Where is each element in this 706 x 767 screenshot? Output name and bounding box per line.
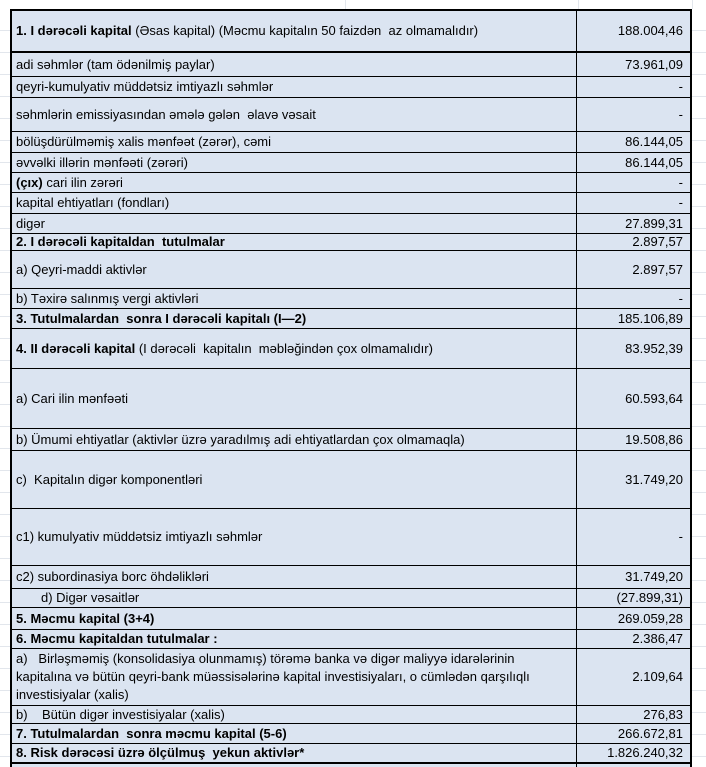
- row-label-text: [16, 215, 45, 233]
- row-value-text: 19.508,86: [625, 431, 683, 447]
- table-row[interactable]: [12, 172, 690, 192]
- sheet-gridline-vertical: [578, 0, 579, 9]
- row-label-text: [16, 610, 154, 628]
- table-row[interactable]: [12, 607, 690, 629]
- row-value-text: 86.144,05: [625, 134, 683, 149]
- row-value-cell[interactable]: [576, 214, 690, 233]
- row-label-rest: c1) kumulyativ müddətsiz imtiyazlı səhmlər: [16, 529, 263, 544]
- row-label-rest: d) Digər vəsaitlər: [41, 590, 140, 605]
- row-label-text: [16, 568, 209, 586]
- table-row[interactable]: [12, 76, 690, 97]
- row-value-cell[interactable]: [576, 193, 690, 213]
- row-value-text: 31.749,20: [625, 569, 683, 584]
- sheet-gridline-vertical: [692, 0, 693, 9]
- table-row[interactable]: [12, 192, 690, 213]
- row-value-text: 60.593,64: [625, 390, 683, 406]
- row-label-rest: b) Ümumi ehtiyatlar (aktivlər üzrə yaradılmış adi ehtiyatlardan çox olmamaqla): [16, 431, 465, 447]
- row-label-rest: səhmlərin emissiyasından əmələ gələn əlavə vəsait: [16, 106, 316, 122]
- table-row[interactable]: [12, 97, 690, 131]
- row-label-rest: cari ilin zərəri: [42, 174, 123, 190]
- row-label-bold: (çıx): [16, 174, 43, 190]
- row-label-rest: a) Birləşməmiş (konsolidasiya olunmamış) törəmə banka və digər maliyyə idarələrinin kapitalına və bütün qeyri-bank müəssisələrinə kapital investisiyaları, o cümlədən qarşılıqlı investisiyalar (xalis): [16, 651, 534, 702]
- table-row[interactable]: [12, 648, 690, 705]
- row-value-text: 86.144,05: [625, 154, 683, 170]
- row-label-cell[interactable]: [12, 173, 576, 192]
- row-value-text: 83.952,39: [625, 340, 683, 356]
- capital-adequacy-table: [10, 9, 692, 767]
- row-label-rest: b) Təxirə salınmış vergi aktivləri: [16, 290, 199, 306]
- row-label-cell[interactable]: [12, 329, 576, 368]
- row-value-cell[interactable]: [576, 724, 690, 743]
- row-label-text: [16, 194, 169, 212]
- row-label-text: [16, 174, 123, 192]
- row-value-cell[interactable]: [576, 744, 690, 762]
- table-row[interactable]: [12, 450, 690, 508]
- row-value-text: -: [678, 106, 683, 122]
- row-label-text: [16, 261, 147, 279]
- row-value-text: -: [678, 290, 683, 306]
- row-label-text: [16, 154, 188, 172]
- row-value-cell[interactable]: [576, 649, 690, 705]
- table-row[interactable]: [12, 428, 690, 450]
- table-row[interactable]: [12, 588, 690, 607]
- row-value-text: 27.899,31: [625, 215, 683, 231]
- row-label-cell[interactable]: [12, 649, 576, 705]
- row-value-text: 1.826.240,32: [607, 745, 683, 760]
- row-label-rest: kapital ehtiyatları (fondları): [16, 195, 170, 210]
- row-label-cell[interactable]: [12, 608, 576, 629]
- row-label-bold: 6. Məcmu kapitaldan tutulmalar :: [16, 631, 218, 646]
- row-label-rest: əvvəlki illərin mənfəəti (zərəri): [16, 154, 188, 170]
- row-value-text: -: [678, 529, 683, 544]
- row-label-cell[interactable]: [12, 234, 576, 250]
- row-value-text: 266.672,81: [617, 725, 683, 741]
- sheet-margin-left: [0, 9, 10, 767]
- row-value-text: 2.386,47: [632, 631, 683, 646]
- row-label-bold: 5. Məcmu kapital (3+4): [16, 610, 155, 626]
- row-value-cell[interactable]: [576, 153, 690, 172]
- row-value-cell[interactable]: [576, 608, 690, 629]
- table-row[interactable]: [12, 565, 690, 588]
- table-row[interactable]: [12, 11, 690, 51]
- row-label-rest: c) Kapitalın digər komponentləri: [16, 471, 203, 487]
- row-label-rest: c2) subordinasiya borc öhdəlikləri: [16, 569, 209, 584]
- row-label-cell[interactable]: [12, 153, 576, 172]
- row-value-text: 269.059,28: [617, 610, 683, 626]
- row-label-rest: b) Bütün digər investisiyalar (xalis): [16, 706, 225, 722]
- row-label-text: [16, 431, 465, 449]
- row-label-cell[interactable]: [12, 744, 576, 762]
- row-label-text: [16, 234, 225, 250]
- row-label-cell[interactable]: [12, 429, 576, 450]
- row-value-text: -: [678, 195, 683, 210]
- row-label-text: [16, 706, 225, 723]
- row-value-text: -: [678, 79, 683, 94]
- row-value-cell[interactable]: [576, 566, 690, 588]
- row-label-text: [16, 78, 273, 96]
- row-value-text: -: [678, 174, 683, 190]
- row-label-cell[interactable]: [12, 566, 576, 588]
- table-row[interactable]: [12, 288, 690, 308]
- row-value-text: 31.749,20: [625, 471, 683, 487]
- row-label-cell[interactable]: [12, 98, 576, 131]
- row-value-text: 2.897,57: [632, 234, 683, 249]
- table-row[interactable]: [12, 308, 690, 328]
- table-row[interactable]: [12, 152, 690, 172]
- table-row[interactable]: [12, 233, 690, 250]
- row-value-cell[interactable]: [576, 451, 690, 508]
- row-value-cell[interactable]: [576, 11, 690, 51]
- row-value-cell[interactable]: [576, 509, 690, 565]
- row-label-text: [16, 528, 262, 546]
- row-value-cell[interactable]: [576, 98, 690, 131]
- row-label-rest: adi səhmlər (tam ödənilmiş paylar): [16, 56, 215, 72]
- row-label-text: [16, 390, 128, 408]
- row-label-cell[interactable]: [12, 289, 576, 308]
- row-label-bold: 4. II dərəcəli kapital: [16, 340, 136, 356]
- row-label-text: [16, 725, 287, 743]
- row-value-cell[interactable]: [576, 251, 690, 288]
- row-label-text: [16, 290, 199, 308]
- row-label-cell[interactable]: [12, 630, 576, 648]
- row-value-cell[interactable]: [576, 289, 690, 308]
- table-row[interactable]: [12, 213, 690, 233]
- row-label-text: [16, 22, 478, 40]
- row-label-cell[interactable]: [12, 706, 576, 723]
- table-row[interactable]: [12, 705, 690, 723]
- row-label-rest: bölüşdürülməmiş xalis mənfəət (zərər), cəmi: [16, 134, 272, 149]
- table-row[interactable]: [12, 629, 690, 648]
- row-value-cell[interactable]: [576, 234, 690, 250]
- sheet-margin-top: [0, 0, 706, 9]
- row-value-cell[interactable]: [576, 369, 690, 428]
- row-value-cell[interactable]: [576, 53, 690, 76]
- row-value-cell[interactable]: [576, 589, 690, 607]
- row-label-text: [16, 106, 316, 124]
- row-label-text: [16, 56, 215, 74]
- row-label-text: [16, 471, 202, 489]
- row-label-text: [16, 310, 306, 328]
- table-row[interactable]: [12, 131, 690, 152]
- sheet-margin-right: [692, 9, 706, 767]
- row-label-text: [16, 630, 218, 648]
- row-value-cell[interactable]: [576, 173, 690, 192]
- row-label-cell[interactable]: [12, 214, 576, 233]
- row-label-cell[interactable]: [12, 193, 576, 213]
- row-value-text: 188.004,46: [617, 23, 683, 38]
- table-row[interactable]: [12, 762, 690, 767]
- table-row[interactable]: [12, 51, 690, 76]
- row-value-text: 2.897,57: [632, 261, 683, 277]
- row-label-cell[interactable]: [12, 724, 576, 743]
- table-row[interactable]: [12, 368, 690, 428]
- row-label-cell[interactable]: [12, 251, 576, 288]
- table-row[interactable]: [12, 743, 690, 762]
- row-label-rest: digər: [16, 215, 45, 231]
- row-label-cell[interactable]: [12, 77, 576, 97]
- table-row[interactable]: [12, 508, 690, 565]
- sheet-gridline-vertical: [345, 0, 346, 9]
- row-label-cell[interactable]: [12, 451, 576, 508]
- row-value-text: 185.106,89: [617, 310, 683, 326]
- row-label-rest: (I dərəcəli kapitalın məbləğindən çox olmamalıdır): [135, 340, 433, 356]
- row-value-cell[interactable]: [576, 309, 690, 328]
- row-label-cell[interactable]: [12, 369, 576, 428]
- row-value-text: 2.109,64: [632, 669, 683, 684]
- row-value-cell[interactable]: [576, 77, 690, 97]
- row-label-text: [16, 744, 304, 762]
- row-label-rest: a) Qeyri-maddi aktivlər: [16, 261, 147, 277]
- row-label-cell[interactable]: [12, 132, 576, 152]
- row-value-cell[interactable]: [576, 329, 690, 368]
- row-label-rest: qeyri-kumulyativ müddətsiz imtiyazlı səhmlər: [16, 79, 274, 94]
- row-label-cell[interactable]: [12, 509, 576, 565]
- table-row[interactable]: [12, 723, 690, 743]
- row-label-rest: (Əsas kapital) (Məcmu kapitalın 50 faizdən az olmamalıdır): [131, 23, 479, 38]
- row-value-cell[interactable]: [576, 132, 690, 152]
- row-value-text: 276,83: [643, 706, 683, 722]
- row-value-cell[interactable]: [576, 706, 690, 723]
- row-value-cell[interactable]: [576, 630, 690, 648]
- row-label-text: [16, 133, 271, 151]
- row-label-text: [16, 340, 433, 358]
- row-label-cell[interactable]: [12, 11, 576, 51]
- row-label-bold: 7. Tutulmalardan sonra məcmu kapital (5-6): [16, 725, 287, 741]
- row-label-text: [16, 650, 570, 704]
- row-value-text: 73.961,09: [625, 56, 683, 72]
- row-label-text: [41, 589, 139, 607]
- row-value-text: (27.899,31): [616, 590, 683, 605]
- row-label-bold: 2. I dərəcəli kapitaldan tutulmalar: [16, 234, 225, 249]
- row-label-cell[interactable]: [12, 589, 576, 607]
- row-label-bold: 1. I dərəcəli kapital: [16, 23, 132, 38]
- row-label-rest: a) Cari ilin mənfəəti: [16, 390, 128, 406]
- row-value-cell[interactable]: [576, 429, 690, 450]
- table-row[interactable]: [12, 328, 690, 368]
- row-label-bold: 3. Tutulmalardan sonra I dərəcəli kapitalı (I—2): [16, 310, 307, 326]
- row-label-cell[interactable]: [12, 53, 576, 76]
- table-row[interactable]: [12, 250, 690, 288]
- row-label-cell[interactable]: [12, 309, 576, 328]
- row-label-bold: 8. Risk dərəcəsi üzrə ölçülmuş yekun aktivlər*: [16, 745, 305, 760]
